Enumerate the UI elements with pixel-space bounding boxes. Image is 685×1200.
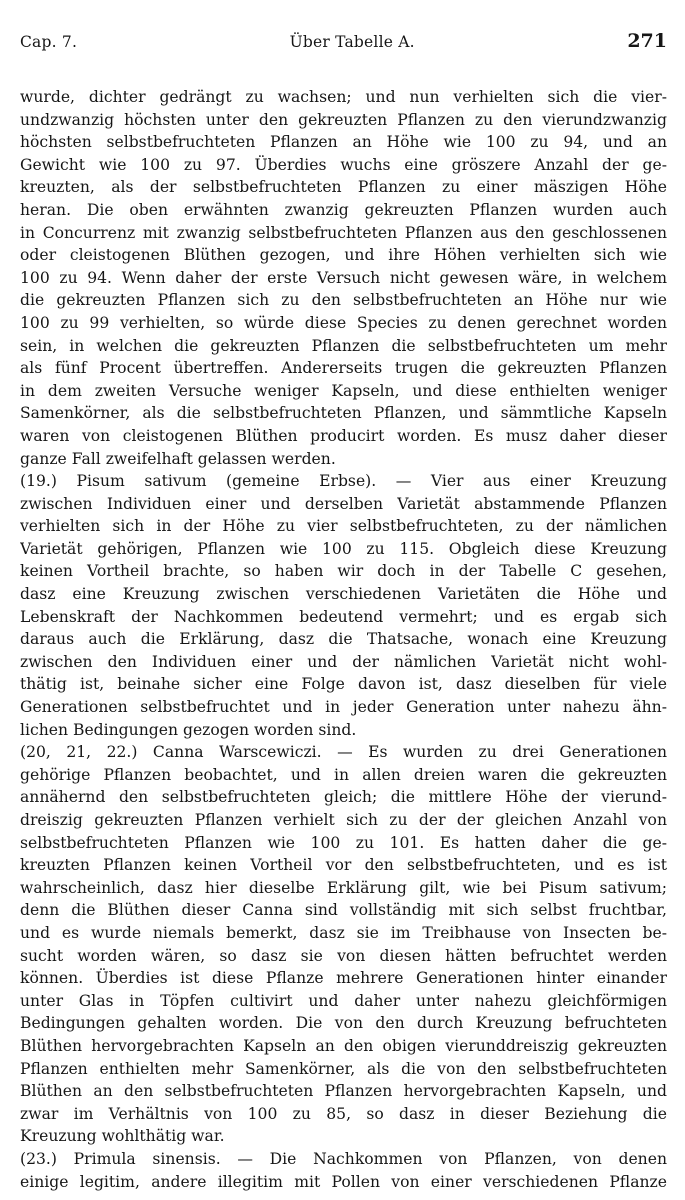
text-line: in Concurrenz mit zwanzig selbstbefruchteten Pflanzen aus den geschlossenen <box>20 223 667 242</box>
text-line: Samenkörner, als die selbstbefruchteten Pflanzen, und sämmtliche Kapseln <box>20 404 667 423</box>
text-line: selbstbefruchteten Pflanzen wie 100 zu 101. Es hatten daher die ge- <box>20 833 667 852</box>
text-line: einige legitim, andere illegitim mit Pollen von einer verschiedenen Pflanze <box>20 1172 667 1191</box>
page-number: 271 <box>627 30 667 52</box>
text-line: verhielten sich in der Höhe zu vier selbstbefruchteten, zu der nämlichen <box>20 517 667 536</box>
text-line: (19.) Pisum sativum (gemeine Erbse). — Vier aus einer Kreuzung <box>20 472 667 491</box>
text-line: sucht worden wären, so dasz sie von diesen hätten befruchtet werden <box>20 946 667 965</box>
text-line: Blüthen an den selbstbefruchteten Pflanzen hervorgebrachten Kapseln, und <box>20 1082 667 1101</box>
text-line: thätig ist, beinahe sicher eine Folge davon ist, dasz dieselben für viele <box>20 675 667 694</box>
text-line: Kreuzung wohlthätig war. <box>20 1127 225 1146</box>
text-line: oder cleistogenen Blüthen gezogen, und ihre Höhen verhielten sich wie <box>20 246 667 265</box>
text-line: Lebenskraft der Nachkommen bedeutend vermehrt; und es ergab sich <box>20 607 667 626</box>
text-line: heran. Die oben erwähnten zwanzig gekreuzten Pflanzen wurden auch <box>20 200 667 219</box>
text-line: kreuzten Pflanzen keinen Vortheil vor den selbstbefruchteten, und es ist <box>20 856 667 875</box>
body-text <box>20 86 667 1193</box>
text-line: dasz eine Kreuzung zwischen verschiedenen Varietäten die Höhe und <box>20 585 667 604</box>
text-line: höchsten selbstbefruchteten Pflanzen an Höhe wie 100 zu 94, und an <box>20 133 667 152</box>
text-line: Gewicht wie 100 zu 97. Überdies wuchs eine gröszere Anzahl der ge- <box>20 155 667 174</box>
text-line: Generationen selbstbefruchtet und in jeder Generation unter nahezu ähn- <box>20 698 667 717</box>
text-line: dreiszig gekreuzten Pflanzen verhielt sich zu der der gleichen Anzahl von <box>20 811 667 829</box>
text-line: und es wurde niemals bemerkt, dasz sie im Treibhause von Insecten be- <box>20 923 667 942</box>
text-line: wahrscheinlich, dasz hier dieselbe Erklärung gilt, wie bei Pisum sativum; <box>20 878 667 897</box>
text-line: kreuzten, als der selbstbefruchteten Pflanzen zu einer mäszigen Höhe <box>20 178 667 197</box>
text-line: zwischen Individuen einer und derselben Varietät abstammende Pflanzen <box>20 494 667 513</box>
text-line: unter Glas in Töpfen cultivirt und daher unter nahezu gleichförmigen <box>20 991 667 1010</box>
text-line: sein, in welchen die gekreuzten Pflanzen die selbstbefruchteten um mehr <box>20 336 667 355</box>
text-line: keinen Vortheil brachte, so haben wir doch in der Tabelle C gesehen, <box>20 562 667 581</box>
chapter-label: Cap. 7. <box>20 33 78 51</box>
text-line: (23.) Primula sinensis. — Die Nachkommen von Pflanzen, von denen <box>20 1149 667 1168</box>
text-line: Bedingungen gehalten worden. Die von den durch Kreuzung befruchteten <box>20 1014 667 1033</box>
text-line: können. Überdies ist diese Pflanze mehrere Generationen hinter einander <box>20 969 667 988</box>
text-line: Blüthen hervorgebrachten Kapseln an den obigen vierunddreiszig gekreuzten <box>20 1036 667 1055</box>
text-line: die gekreuzten Pflanzen sich zu den selbstbefruchteten an Höhe nur wie <box>20 291 667 310</box>
text-line: zwischen den Individuen einer und der nämlichen Varietät nicht wohl- <box>20 652 667 671</box>
text-line: Pflanzen enthielten mehr Samenkörner, als die von den selbstbefruchteten <box>20 1059 667 1078</box>
text-line: lichen Bedingungen gezogen worden sind. <box>20 720 357 739</box>
text-line: 100 zu 94. Wenn daher der erste Versuch nicht gewesen wäre, in welchem <box>20 268 667 287</box>
running-head <box>20 30 667 60</box>
running-title: Über Tabelle A. <box>289 33 415 51</box>
text-line: annähernd den selbstbefruchteten gleich; die mittlere Höhe der vierund- <box>20 788 667 807</box>
text-line: ganze Fall zweifelhaft gelassen werden. <box>20 449 336 468</box>
text-line: waren von cleistogenen Blüthen producirt worden. Es musz daher dieser <box>20 426 667 445</box>
text-line: denn die Blüthen dieser Canna sind vollständig mit sich selbst fruchtbar, <box>20 901 667 920</box>
text-line: undzwanzig höchsten unter den gekreuzten Pflanzen zu den vierundzwanzig <box>20 110 667 129</box>
text-line: (20, 21, 22.) Canna Warscewiczi. — Es wurden zu drei Generationen <box>20 743 667 762</box>
text-line: zwar im Verhältnis von 100 zu 85, so dasz in dieser Beziehung die <box>20 1104 667 1123</box>
text-line: in dem zweiten Versuche weniger Kapseln, und diese enthielten weniger <box>20 381 667 400</box>
text-line: 100 zu 99 verhielten, so würde diese Species zu denen gerechnet worden <box>20 313 667 332</box>
text-line: gehörige Pflanzen beobachtet, und in allen dreien waren die gekreuzten <box>20 765 667 784</box>
text-line: Varietät gehörigen, Pflanzen wie 100 zu 115. Obgleich diese Kreuzung <box>20 539 667 558</box>
text-line: als fünf Procent übertreffen. Andererseits trugen die gekreuzten Pflanzen <box>20 359 667 378</box>
text-line: wurde, dichter gedrängt zu wachsen; und nun verhielten sich die vier- <box>20 88 667 106</box>
text-line: daraus auch die Erklärung, dasz die Thatsache, wonach eine Kreuzung <box>20 630 667 649</box>
